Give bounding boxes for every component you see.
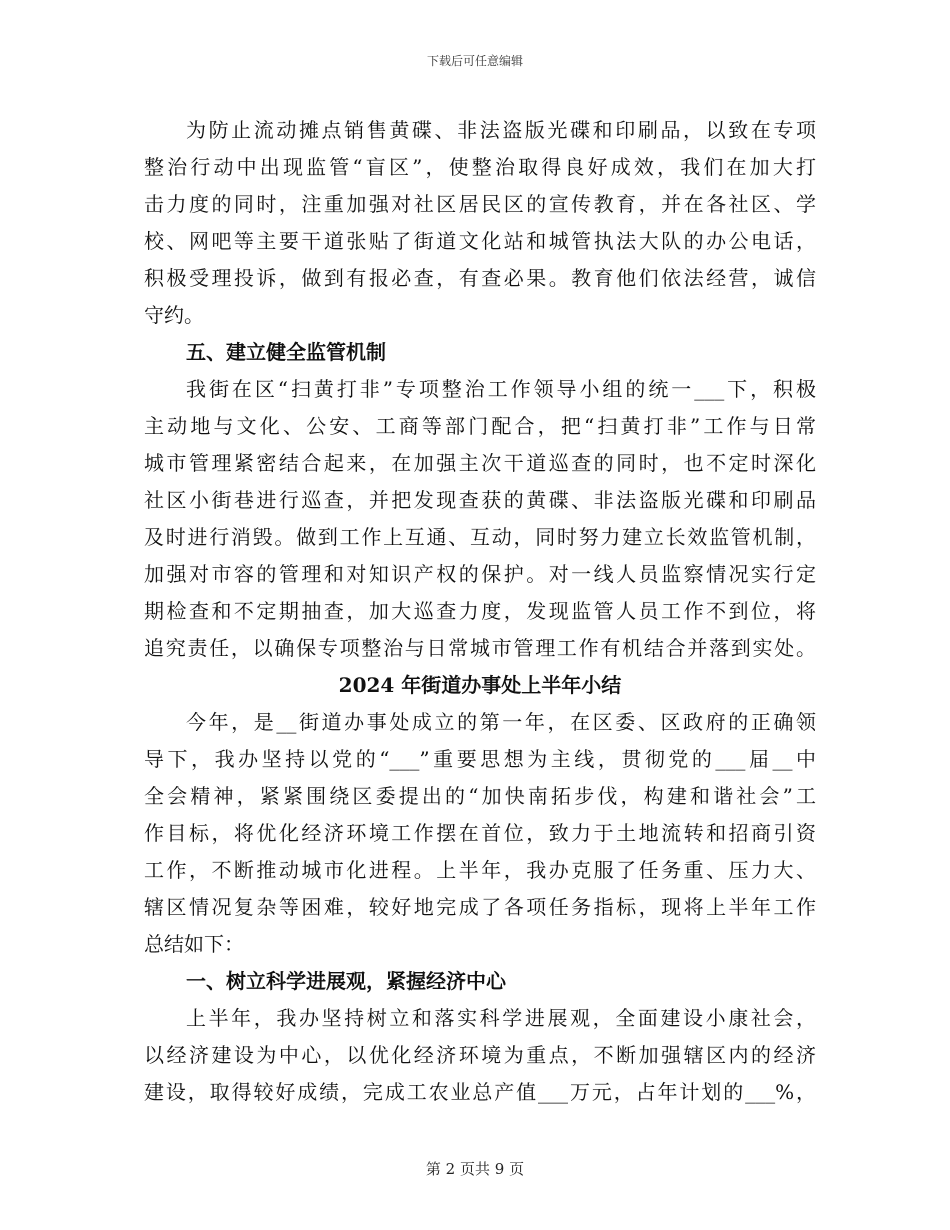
paragraph-line: 击力度的同时，注重加强对社区居民区的宣传教育，并在各社区、学 bbox=[144, 192, 816, 216]
paragraph-line: 校、网吧等主要干道张贴了街道文化站和城管执法大队的办公电话， bbox=[144, 229, 816, 253]
paragraph-line: 导下，我办坚持以党的“___”重要思想为主线，贯彻党的___届__中 bbox=[144, 747, 816, 771]
paragraph-line: 加强对市容的管理和对知识产权的保护。对一线人员监察情况实行定 bbox=[144, 562, 816, 586]
paragraph-line: 社区小街巷进行巡查，并把发现查获的黄碟、非法盗版光碟和印刷品 bbox=[144, 488, 816, 512]
paragraph-line: 及时进行消毁。做到工作上互通、互动，同时努力建立长效监管机制， bbox=[144, 525, 816, 549]
paragraph-line: 作目标，将优化经济环境工作摆在首位，致力于土地流转和招商引资 bbox=[144, 821, 816, 845]
paragraph-line: 积极受理投诉，做到有报必查，有查必果。教育他们依法经营，诚信 bbox=[144, 266, 816, 290]
paragraph-line: 期检查和不定期抽查，加大巡查力度，发现监管人员工作不到位，将 bbox=[144, 599, 816, 623]
paragraph-line: 上半年，我办坚持树立和落实科学进展观，全面建设小康社会， bbox=[186, 1006, 816, 1030]
paragraph-line: 总结如下： bbox=[144, 932, 244, 956]
paragraph-line: 城市管理紧密结合起来，在加强主次干道巡查的同时，也不定时深化 bbox=[144, 451, 816, 475]
page-number: 第 2 页共 9 页 bbox=[425, 1160, 525, 1178]
paragraph-line: 工作，不断推动城市化进程。上半年，我办克服了任务重、压力大、 bbox=[144, 858, 816, 882]
paragraph-line: 建设，取得较好成绩，完成工农业总产值___万元，占年计划的___%， bbox=[144, 1080, 816, 1104]
page-header: 下载后可任意编辑 bbox=[426, 54, 523, 68]
document-title: 2024 年街道办事处上半年小结 bbox=[338, 673, 622, 697]
section-heading: 一、树立科学进展观，紧握经济中心 bbox=[186, 969, 506, 993]
paragraph-line: 辖区情况复杂等困难，较好地完成了各项任务指标，现将上半年工作 bbox=[144, 895, 816, 919]
paragraph-line: 今年，是__街道办事处成立的第一年，在区委、区政府的正确领 bbox=[186, 710, 816, 734]
paragraph-line: 守约。 bbox=[144, 303, 204, 327]
paragraph-line: 主动地与文化、公安、工商等部门配合，把“扫黄打非”工作与日常 bbox=[144, 414, 816, 438]
document-body bbox=[144, 112, 816, 1111]
paragraph-line: 为防止流动摊点销售黄碟、非法盗版光碟和印刷品，以致在专项 bbox=[186, 118, 816, 142]
section-heading: 五、建立健全监管机制 bbox=[186, 340, 386, 364]
paragraph-line: 我街在区“扫黄打非”专项整治工作领导小组的统一___下，积极 bbox=[186, 377, 816, 401]
paragraph-line: 追究责任，以确保专项整治与日常城市管理工作有机结合并落到实处。 bbox=[144, 636, 816, 660]
paragraph-line: 以经济建设为中心，以优化经济环境为重点，不断加强辖区内的经济 bbox=[144, 1043, 816, 1067]
paragraph-line: 全会精神，紧紧围绕区委提出的“加快南拓步伐，构建和谐社会”工 bbox=[144, 784, 816, 808]
paragraph-line: 整治行动中出现监管“盲区”，使整治取得良好成效，我们在加大打 bbox=[144, 155, 816, 179]
